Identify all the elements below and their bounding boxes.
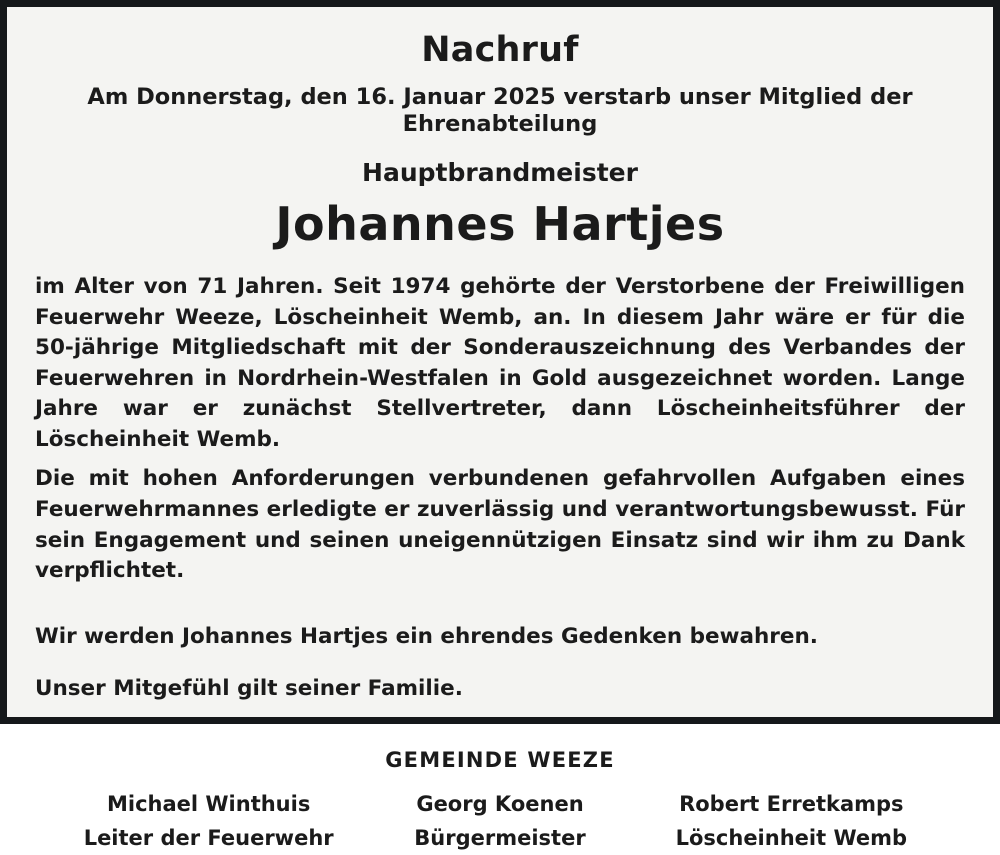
closing-block: [35, 601, 965, 727]
deceased-rank: Hauptbrandmeister: [362, 157, 638, 187]
paragraph-spacer: [35, 455, 965, 464]
signatory-role: Löscheinheit Wemb: [675, 825, 908, 850]
signatory-role: Bürgermeister: [414, 825, 586, 850]
page-title: Nachruf: [421, 30, 579, 70]
signatory-item: [646, 788, 937, 855]
signatory-item: [354, 788, 645, 855]
closing-line-2: Unser Mitgefühl gilt seiner Familie.: [35, 676, 463, 702]
signatory-item: [63, 788, 354, 855]
organization-name: GEMEINDE WEEZE: [385, 748, 615, 773]
signatory-name: Michael Winthuis: [106, 792, 311, 817]
signatory-role: Leiter der Feuerwehr: [83, 825, 334, 850]
death-announcement-line: Am Donnerstag, den 16. Januar 2025 verstarb unser Mitglied der Ehrenabteilung: [87, 83, 913, 137]
tribute-paragraph-2: Die mit hohen Anforderungen verbundenen gefahrvollen Aufgaben eines Feuerwehrmannes erledigte er zuverlässig und verantwortungsbewusst. Für sein Engagement und seinen uneigennützigen Einsatz sind wir ihm zu Dank verpflichtet.: [35, 466, 965, 584]
deceased-name: Johannes Hartjes: [275, 196, 725, 251]
tribute-paragraph-1: im Alter von 71 Jahren. Seit 1974 gehörte der Verstorbene der Freiwilligen Feuerwehr Weeze, Löscheinheit Wemb, an. In diesem Jahr wäre er für die 50-jährige Mitgliedschaft mit der Sonderauszeichnung des Verbandes der Feuerwehren in Nordrhein-Westfalen in Gold ausgezeichnet worden. Lange Jahre war er zunächst Stellvertreter, dann Löscheinheitsführer der Löscheinheit Wemb.: [35, 274, 965, 452]
tribute-body: [35, 272, 965, 586]
signatory-name: Georg Koenen: [416, 792, 584, 817]
signatory-list: [35, 788, 965, 855]
signatory-name: Robert Erretkamps: [679, 792, 904, 817]
closing-line-1: Wir werden Johannes Hartjes ein ehrendes Gedenken bewahren.: [35, 624, 818, 650]
